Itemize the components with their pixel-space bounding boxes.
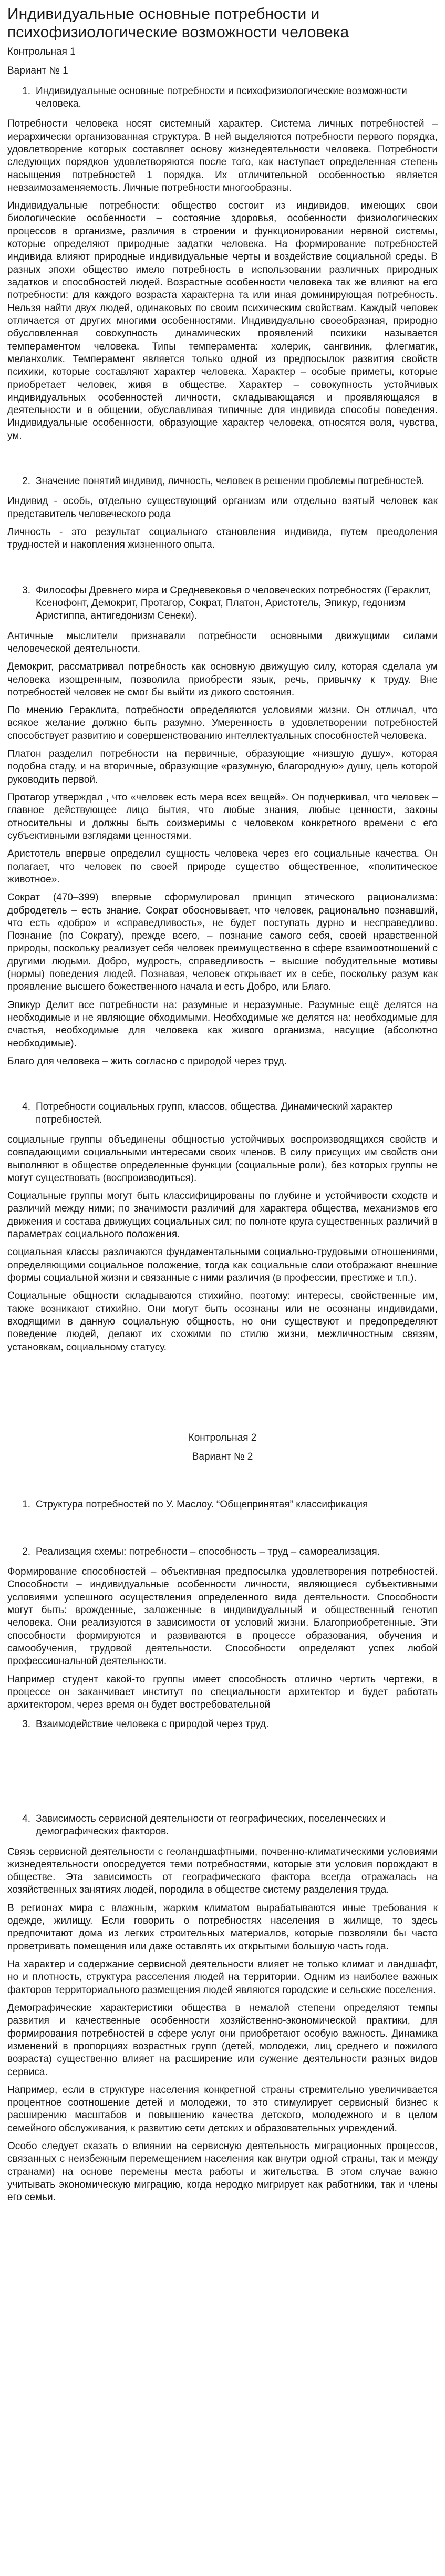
document-title: Индивидуальные основные потребности и психофизиологические возможности человека: [7, 5, 349, 41]
control-work-2-label: Контрольная 2: [188, 1432, 257, 1443]
question-1-3: [7, 584, 438, 623]
paragraph: социальные группы объединены общностью устойчивых воспроизводящихся свойств и совпадающими социальными интересами своих членов. В силу присущих им свойств они выполняют в обществе определенные функции (социальные роли), без которых группы не могут существовать (воспроизводиться).: [7, 1134, 438, 1184]
paragraph: Протагор утверждал , что «человек есть мера всех вещей». Он подчеркивал, что человек – главное действующее лицо бытия, что любые знания, любые ценности, законы относительны и должны быть соизмеримы с человеком конкретного времени с его субъективными взглядами ценностями.: [7, 792, 438, 841]
question-2-1: [7, 1499, 438, 1511]
control-work-1-label: Контрольная 1: [7, 46, 76, 57]
question-text: Индивидуальные основные потребности и психофизиологические возможности человека.: [36, 85, 407, 109]
paragraph: Индивид - особь, отдельно существующий организм или отдельно взятый человек как представитель человеческого рода: [7, 496, 438, 520]
paragraph: Формирование способностей – объективная предпосылка удовлетворения потребностей. Способности – индивидуальные особенности личности, являющиеся субъективными условиями успешного осуществления определенного вида деятельности. Способности могут быть: врожденные, заложенные в индивидуальный и общественный генотип человека. Они реализуются в зависимости от условий жизни. Благоприобретенные. Эти способности формируются и развиваются в процессе образования, обучения и самообучения, трудовой деятельности. Способности определяют успех любой профессиональной деятельности.: [7, 1566, 438, 1667]
paragraph: Личность - это результат социального становления индивида, путем преодоления трудностей и накопления жизненного опыта.: [7, 527, 438, 551]
question-text: Зависимость сервисной деятельности от географических, поселенческих и демографических факторов.: [36, 1813, 386, 1838]
question-number: 4.: [22, 1813, 30, 1824]
paragraph: Например студент какой-то группы имеет способность отлично чертить чертежи, в процессе он заканчивает институт по специальности архитектор и будет работать архитектором, через время он будет востребовательной: [7, 1674, 438, 1711]
variant-1-label: Вариант № 1: [7, 65, 68, 77]
paragraph: Особо следует сказать о влиянии на сервисную деятельность миграционных процессов, связанных с неизбежным перемещением населения как внутри одной страны, так и между странами) на основе перемены места работы и жительства. В этом случае важно учитывать экономическую миграцию, когда неродко мигрирует как работники, так и члены его семьи.: [7, 2141, 438, 2203]
question-number: 3.: [22, 1718, 30, 1730]
paragraph: На характер и содержание сервисной деятельности влияет не только климат и ландшафт, но и плотность, структура расселения людей на территории. Одним из наиболее важных факторов территориального размещения людей являются городские и сельские поселения.: [7, 1959, 438, 1996]
paragraph: социальная классы различаются фундаментальными социально-трудовыми отношениями, определяющими социальное положение, тогда как социальные слои отображают внешние формы социальной жизни и связанные с ними различия (в профессии, престиже и т.п.).: [7, 1247, 438, 1284]
question-text: Взаимодействие человека с природой через труд.: [36, 1718, 269, 1730]
paragraph: Социальные общности складываются стихийно, поэтому: интересы, свойственные им, также возникают стихийно. Они могут быть осознаны или не осознаны индивидами, входящими в данную социальную общность, но они существуют и предопределяют поведение людей, делают их схожими по стилю жизни, межличностным связям, установкам, социальному статусу.: [7, 1290, 438, 1353]
paragraph: Аристотель впервые определил сущность человека через его социальные качества. Он полагает, что человек по своей природе существо общественное, «политическое животное».: [7, 848, 438, 885]
question-text: Реализация схемы: потребности – способность – труд – самореализация.: [36, 1546, 380, 1557]
paragraph: Античные мыслители признавали потребности основными движущими силами человеческой деятельности.: [7, 630, 438, 654]
question-text: Значение понятий индивид, личность, человек в решении проблемы потребностей.: [36, 476, 425, 487]
paragraph: Демокрит, рассматривал потребность как основную движущую силу, которая сделала ум человека изощренным, позволила приобрести язык, речь, привычку к труду. Вне потребностей человек не смог бы выйти из дикого состояния.: [7, 661, 438, 698]
variant-2-label: Вариант № 2: [192, 1451, 253, 1463]
paragraph: Эпикур Делит все потребности на: разумные и неразумные. Разумные ещё делятся на необходимые и не являющие обходимыми. Необходимые же делятся на: необходимые для счастья, необходимые для человека как живого организма, насущие (абсолютно необходимые).: [7, 999, 438, 1049]
question-number: 2.: [22, 476, 30, 487]
paragraph: По мнению Гераклита, потребности определяются условиями жизни. Он отличал, что всякое желание должно быть разумно. Умеренность в удовлетворении потребностей способствует развитию и совершенствованию интеллектуальных способностей человека.: [7, 705, 438, 742]
paragraph: Демографические характеристики общества в немалой степени определяют темпы развития и качественные особенности хозяйственно-экономической практики, для формирования потребностей в сфере услуг они приобретают особую важность. Динамика изменений в пропорциях возрастных групп (детей, молодежи, лиц среднего и пожилого возраста) существенно влияет на расширение или сужение деятельности разных видов сервиса.: [7, 2002, 438, 2078]
question-number: 4.: [22, 1101, 30, 1113]
question-1-2: [7, 475, 438, 488]
question-text: Философы Древнего мира и Средневековья о человеческих потребностях (Гераклит, Ксенофонт, Демокрит, Протагор, Сократ, Платон, Аристотель, Эпикур, гедонизм Аристиппа, антигедонизм Сенеки).: [36, 584, 431, 622]
paragraph: Сократ (470–399) впервые сформулировал принцип этического рационализма: добродетель – есть знание. Сократ обосновывает, что человек, рационально познавший, что есть «добро» и «справедливость», не будет поступать дурно и несправедливо. Познание (по Сократу), прежде всего, – познание самого себя, своей нравственной природы, поскольку реализует себя человек преимущественно в сфере взаимоотношений с другими людьми. Добро, мудрость, справедливость – высшие побудительные мотивы (нормы) поведения людей. Познавая, человек открывает их в себе, поскольку разум как проявление высшего божественного начала и есть Добро, или Благо.: [7, 892, 438, 993]
question-number: 1.: [22, 85, 30, 97]
question-number: 2.: [22, 1546, 30, 1557]
paragraph: Социальные группы могут быть классифицированы по глубине и устойчивости сходств и различий между ними; по значимости различий для характера общества, механизмов его движения и состава движущих социальных сил; по полноте круга существенных различий в параметрах социального положения.: [7, 1190, 438, 1240]
paragraph: Благо для человека – жить согласно с природой через труд.: [7, 1055, 287, 1067]
question-2-2: [7, 1546, 438, 1558]
question-text: Структура потребностей по У. Маслоу. “Общепринятая” классификация: [36, 1499, 368, 1510]
question-2-4: [7, 1813, 438, 1839]
paragraph: Индивидуальные потребности: общество состоит из индивидов, имеющих свои биологические особенности – состояние здоровья, особенности физиологических процессов в организме, различия в строении и функционировании нервной системы, которые определяют природные задатки человека. На формирование потребностей индивида влияют природные индивидуальные черты и воздействие социальной среды. В разных эпохи общество имело потребность в использовании различных природных задатков и способностей людей. Возрастные особенности человека так же влияют на его потребности: для каждого возраста характерна та или иная доминирующая потребность. Нельзя найти двух людей, одинаковых по своим психическим свойствам. Каждый человек отличается от других многими особенностями. Индивидуально своеобразная, природно обусловленная совокупность динамических проявлений психики называется темпераментом человека. Типы темперамента: холерик, сангвиник, флегматик, меланхолик. Темперамент является только одной из предпосылок развития свойств психики, которые составляют характер человека. Характер – особые приметы, которые приобретает человек, живя в обществе. Характер – совокупность устойчивых индивидуальных особенностей личности, складывающаяся и проявляющаяся в деятельности и в общении, обуславливая типичные для индивида способы поведения. Индивидуальные особенности, образующие характер человека, относятся воля, чувства, ум.: [7, 200, 438, 442]
paragraph: Связь сервисной деятельности с геоландшафтными, почвенно-климатическими условиями жизнедеятельности опосредуется теми потребностями, которые эти условия порождают в обществе. Эта зависимость от географического фактора всегда отражалась на хозяйственных занятиях людей, породила в обществе систему разделения труда.: [7, 1846, 438, 1896]
paragraph: Например, если в структуре населения конкретной страны стремительно увеличивается процентное соотношение детей и молодежи, то это стимулирует сервисный бизнес к расширению масштабов и повышению качества детского, молодежного и в целом семейного обслуживания, к развитию сети детских и образовательных учреждений.: [7, 2084, 438, 2134]
paragraph: Платон разделил потребности на первичные, образующие «низшую душу», которая подобна стаду, и на вторичные, образующие «разумную, благородную» душу, цель которой руководить первой.: [7, 748, 438, 785]
question-text: Потребности социальных групп, классов, общества. Динамический характер потребностей.: [36, 1101, 393, 1125]
paragraph: В регионах мира с влажным, жарким климатом вырабатываются иные требования к одежде, жилищу. Если говорить о потребностях населения в жилище, то здесь предпочитают дома из легких строительных материалов, которые позволяли бы часто проветривать помещения или даже оставлять их открытыми большую часть года.: [7, 1902, 438, 1952]
question-number: 1.: [22, 1499, 30, 1510]
question-number: 3.: [22, 584, 30, 596]
question-1-4: [7, 1101, 438, 1126]
paragraph: Потребности человека носят системный характер. Система личных потребностей – иерархически организованная структура. В ней выделяются потребности первого порядка, удовлетворение которых составляет основу жизнедеятельности человека. Потребности следующих порядков удовлетворяются после того, как наступает определенная степень насыщения потребностей 1 порядка. Их отличительной особенностью является невзаимозаменяемость. Личные потребности многообразны.: [7, 118, 438, 193]
question-2-3: [7, 1718, 438, 1731]
question-1-1: [7, 85, 438, 111]
